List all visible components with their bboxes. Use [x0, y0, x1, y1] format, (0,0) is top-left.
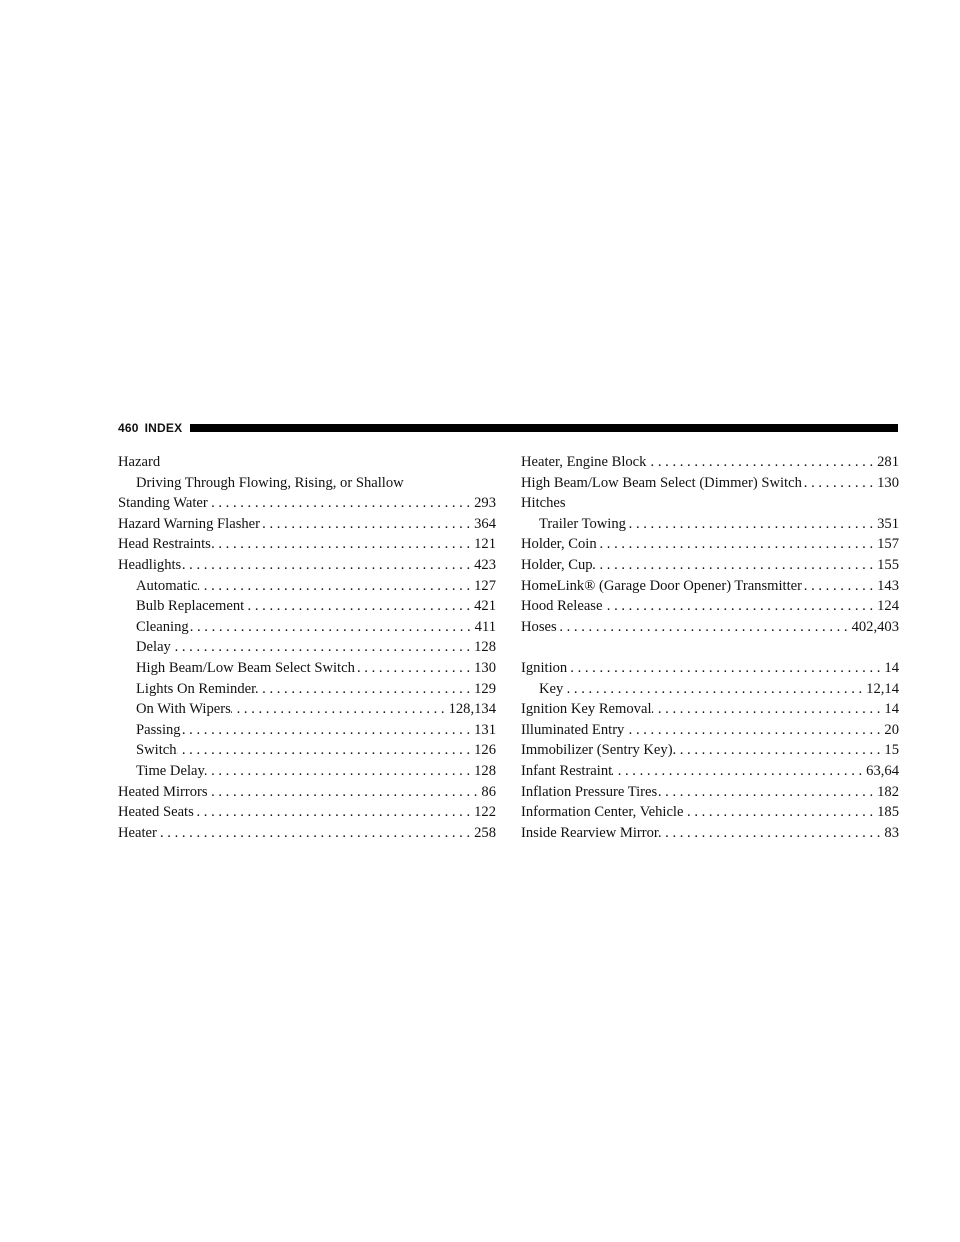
page-reference: 128,134 [448, 701, 496, 718]
page-reference: 402,403 [851, 618, 899, 635]
index-term: Holder, Coin [521, 536, 597, 553]
section-title: INDEX [144, 421, 183, 435]
index-entry [521, 782, 899, 803]
page-reference: 128 [474, 762, 496, 779]
page-reference: 364 [474, 515, 496, 532]
index-term: Information Center, Vehicle [521, 804, 684, 821]
dot-leader [802, 576, 877, 597]
index-term: Inflation Pressure Tires [521, 783, 658, 800]
index-term: Passing [136, 721, 181, 738]
page-reference: 128 [474, 639, 496, 656]
index-entry [118, 802, 496, 823]
page-reference: 182 [877, 783, 899, 800]
index-subentry [118, 699, 496, 720]
index-term: Immobilizer (Sentry Key) [521, 742, 673, 759]
page-reference: 127 [474, 577, 496, 594]
index-term: High Beam/Low Beam Select (Dimmer) Switch [521, 474, 802, 491]
page-reference: 12,14 [866, 680, 899, 697]
dot-leader [256, 679, 474, 700]
index-entry [521, 473, 899, 494]
index-entry [521, 617, 899, 638]
index-entry [521, 761, 899, 782]
dot-leader [657, 782, 877, 803]
dot-leader [208, 493, 474, 514]
index-term: Cleaning [136, 618, 189, 635]
index-term: Hazard Warning Flasher [118, 515, 261, 532]
dot-leader [244, 596, 474, 617]
page-reference: 129 [474, 680, 496, 697]
dot-leader [593, 555, 878, 576]
index-entry [521, 802, 899, 823]
index-term: Key [539, 680, 564, 697]
dot-leader [208, 782, 482, 803]
page-reference: 281 [877, 454, 899, 470]
page-reference: 122 [474, 804, 496, 821]
dot-leader [557, 617, 852, 638]
page-reference: 126 [474, 742, 496, 759]
page-reference: 124 [877, 598, 899, 615]
index-gap [521, 637, 899, 658]
dot-leader [683, 802, 877, 823]
dot-leader [624, 720, 884, 741]
index-entry [118, 555, 496, 576]
index-entry [521, 576, 899, 597]
index-subentry [118, 617, 496, 638]
page-reference: 15 [884, 742, 899, 759]
index-term: Lights On Reminder [136, 680, 256, 697]
dot-leader [177, 740, 475, 761]
header-rule [190, 424, 898, 432]
index-term: Bulb Replacement [136, 598, 245, 615]
page-reference: 20 [884, 721, 899, 738]
index-column-left [118, 452, 496, 843]
index-term: Hood Release [521, 598, 603, 615]
index-subentry [118, 576, 496, 597]
page-reference: 143 [877, 577, 899, 594]
index-subentry [118, 473, 496, 494]
index-term: Holder, Cup [521, 556, 593, 573]
page-reference: 63,64 [866, 762, 899, 779]
index-term: Ignition [521, 659, 568, 676]
index-term: Standing Water [118, 495, 208, 512]
index-term: On With Wipers [136, 701, 231, 718]
index-term: High Beam/Low Beam Select Switch [136, 659, 355, 676]
index-subentry [118, 720, 496, 741]
index-term: Illuminated Entry [521, 721, 625, 738]
index-term: Heater, Engine Block [521, 454, 647, 470]
index-term: Trailer Towing [539, 515, 626, 532]
index-subentry [521, 679, 899, 700]
index-term: HomeLink® (Garage Door Opener) Transmitter [521, 577, 803, 594]
page-reference: 130 [877, 474, 899, 491]
index-entry [118, 782, 496, 803]
page-reference: 130 [474, 659, 496, 676]
index-term: Headlights [118, 556, 182, 573]
index-term: Automatic [136, 577, 198, 594]
index-subentry [118, 740, 496, 761]
page-reference: 421 [474, 598, 496, 615]
page-reference: 155 [877, 556, 899, 573]
dot-leader [567, 658, 884, 679]
index-subentry [118, 679, 496, 700]
index-entry [521, 493, 899, 514]
dot-leader [673, 740, 885, 761]
dot-leader [612, 761, 866, 782]
dot-leader [355, 658, 474, 679]
dot-leader [659, 823, 885, 844]
dot-leader [198, 576, 475, 597]
page-reference: 258 [474, 824, 496, 841]
dot-leader [260, 514, 474, 535]
index-subentry [118, 637, 496, 658]
page-reference: 157 [877, 536, 899, 553]
index-column-right [521, 452, 899, 843]
dot-leader [211, 534, 474, 555]
page-header [118, 419, 898, 437]
index-term: Infant Restraint [521, 762, 613, 779]
index-entry [521, 534, 899, 555]
index-entry [118, 823, 496, 844]
index-term: Heated Seats [118, 804, 194, 821]
page-reference: 185 [877, 804, 899, 821]
index-entry [118, 514, 496, 535]
index-term: Inside Rearview Mirror [521, 824, 659, 841]
index-entry [521, 740, 899, 761]
dot-leader [171, 637, 474, 658]
dot-leader [646, 452, 877, 473]
index-entry [521, 452, 899, 473]
index-term: Driving Through Flowing, Rising, or Shallow [136, 474, 404, 491]
index-term: Time Delay [136, 762, 205, 779]
index-entry [521, 823, 899, 844]
index-entry [118, 534, 496, 555]
dot-leader [597, 534, 877, 555]
index-term: Delay [136, 639, 171, 656]
index-subentry [118, 596, 496, 617]
index-term: Heater [118, 824, 157, 841]
index-entry [521, 658, 899, 679]
page-reference: 14 [884, 701, 899, 718]
dot-leader [626, 514, 877, 535]
page-reference: 293 [474, 495, 496, 512]
index-subentry [118, 761, 496, 782]
page-reference: 131 [474, 721, 496, 738]
index-entry [521, 596, 899, 617]
dot-leader [205, 761, 474, 782]
dot-leader [157, 823, 474, 844]
page-reference: 351 [877, 515, 899, 532]
dot-leader [194, 802, 474, 823]
dot-leader [231, 699, 449, 720]
index-entry [521, 720, 899, 741]
index-term: Hazard [118, 454, 161, 470]
index-subentry [521, 514, 899, 535]
index-term: Switch [136, 742, 177, 759]
index-entry [521, 699, 899, 720]
index-entry [118, 452, 496, 473]
index-term: Head Restraints [118, 536, 211, 553]
index-term: Ignition Key Removal [521, 701, 652, 718]
dot-leader [802, 473, 877, 494]
index-entry [118, 493, 496, 514]
dot-leader [181, 555, 474, 576]
page-reference: 83 [884, 824, 899, 841]
page-number: 460 [118, 421, 139, 435]
dot-leader [602, 596, 877, 617]
page-reference: 121 [474, 536, 496, 553]
index-entry [521, 555, 899, 576]
dot-leader [563, 679, 866, 700]
index-subentry [118, 658, 496, 679]
page-reference: 86 [481, 783, 496, 800]
dot-leader [652, 699, 885, 720]
page-reference: 411 [474, 618, 496, 635]
index-term: Hitches [521, 495, 566, 512]
page-reference: 14 [884, 659, 899, 676]
page-reference: 423 [474, 556, 496, 573]
index-term: Hoses [521, 618, 557, 635]
dot-leader [181, 720, 475, 741]
index-term: Heated Mirrors [118, 783, 208, 800]
dot-leader [189, 617, 475, 638]
